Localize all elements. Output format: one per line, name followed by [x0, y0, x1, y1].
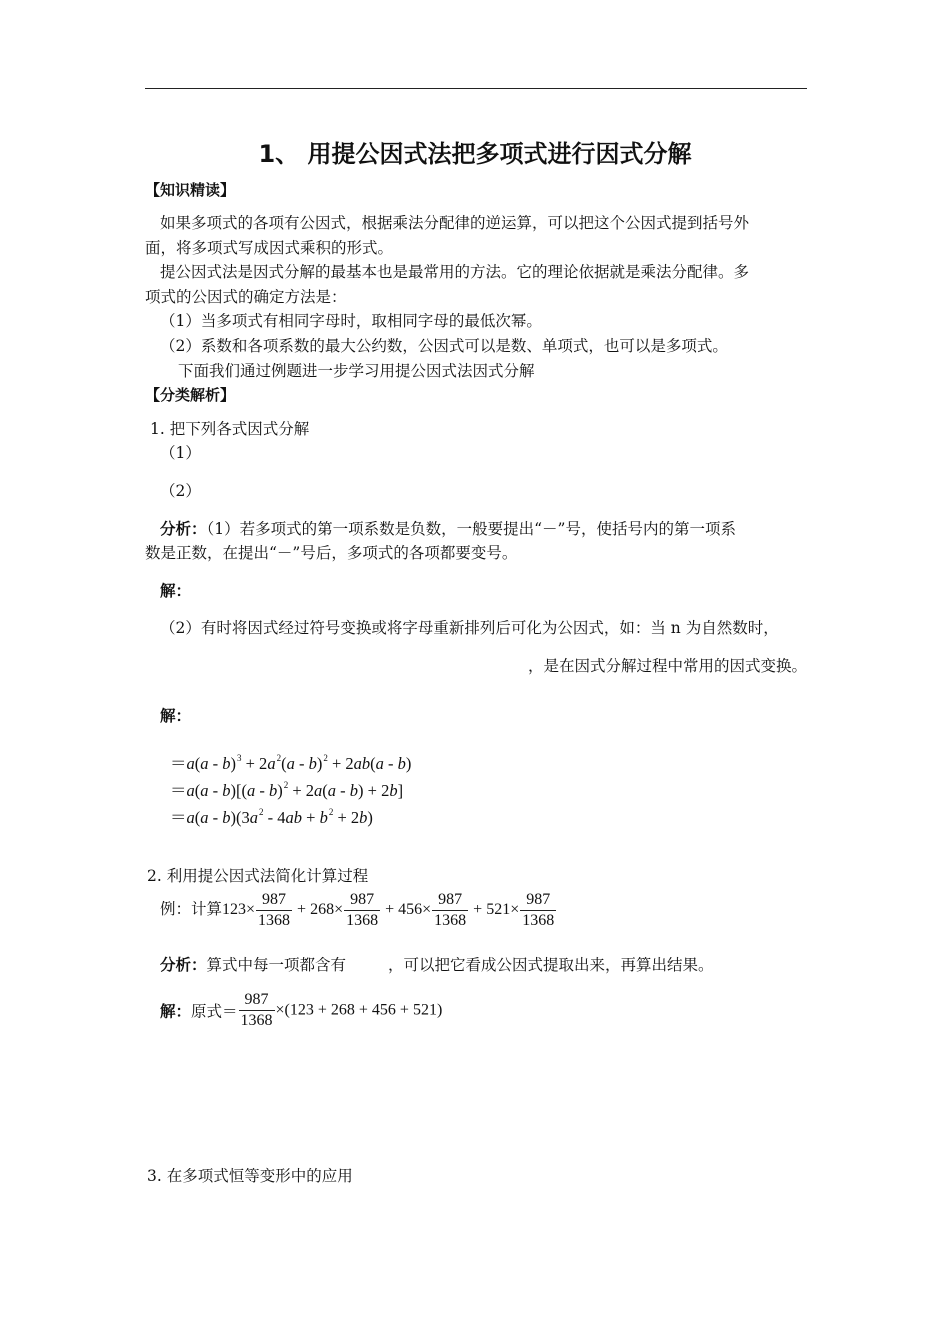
fraction-numerator: 987 [438, 891, 463, 908]
solution-step-2: ＝a(a - b)[(a - b)$^2$ + 2a(a - b) + 2b] [170, 780, 404, 800]
times-sign: × [246, 901, 256, 919]
intro-text: 下面我们通过例题进一步学习用提公因式法因式分解 [178, 362, 535, 380]
item-1-sub-2: （2） [160, 482, 201, 500]
fraction-numerator: 987 [244, 991, 269, 1008]
item-1-note-line-1: （2）有时将因式经过符号变换或将字母重新排列后可化为公因式，如：当 n 为自然数时， [160, 619, 779, 637]
fraction-numerator: 987 [350, 891, 375, 908]
paragraph-1-line-2: 面，将多项式写成因式乘积的形式。 [145, 239, 394, 257]
solution-text: 原式＝ [191, 1002, 238, 1021]
item-2-solution [160, 990, 442, 1031]
analysis-text-1: （1）若多项式的第一项系数是负数，一般要提出“－”号，使括号内的第一项系 [206, 520, 736, 538]
item-1-analysis-line-2: 数是正数，在提出“－”号后，多项式的各项都要变号。 [145, 544, 518, 562]
solution-fraction [239, 990, 275, 1031]
analysis-label: 分析： [160, 520, 207, 538]
item-3-title: 3. 在多项式恒等变形中的应用 [147, 1167, 353, 1185]
example-label: 例：计算 [160, 900, 223, 919]
analysis-text-1: 算式中每一项都含有 [206, 956, 347, 974]
solution-label: 解： [160, 1002, 192, 1021]
item-2-title: 2. 利用提公因式法简化计算过程 [147, 867, 369, 885]
item-1-solution-label-2: 解： [160, 707, 192, 725]
fraction-3 [432, 890, 468, 931]
analysis-text-2: ，可以把它看成公因式提取出来，再算出结果。 [388, 956, 714, 974]
example-term-4: 521 [486, 901, 511, 919]
solution-step-3: $=a(a - b)(3a^2 - 4ab + b^2 + 2b)$ [170, 807, 373, 827]
item-1-solution-label-1: 解： [160, 582, 192, 600]
fraction-denominator: 1368 [258, 912, 291, 929]
item-1-title: 1. 把下列各式因式分解 [150, 420, 310, 438]
example-term-2: 268 [310, 901, 335, 919]
fraction-denominator: 1368 [346, 912, 379, 929]
example-term-3: 456 [398, 901, 423, 919]
paragraph-2-line-1: 提公因式法是因式分解的最基本也是最常用的方法。它的理论依据就是乘法分配律。多 [160, 263, 750, 281]
fraction-4 [520, 890, 556, 931]
item-1-note-line-2: ，是在因式分解过程中常用的因式变换。 [528, 657, 808, 675]
page-title: 1、 用提公因式法把多项式进行因式分解 [258, 140, 692, 168]
rule-item-1: （1）当多项式有相同字母时，取相同字母的最低次幂。 [160, 312, 542, 330]
section-heading-analysis: 【分类解析】 [145, 386, 236, 404]
fraction-2 [344, 890, 380, 931]
plus-sign: + [473, 901, 483, 919]
times-sign: × [334, 901, 344, 919]
plus-sign: + [385, 901, 395, 919]
fraction-1 [256, 890, 292, 931]
paragraph-1-line-1: 如果多项式的各项有公因式，根据乘法分配律的逆运算，可以把这个公因式提到括号外 [160, 214, 750, 232]
solution-tail: ×(123 + 268 + 456 + 521) [275, 1001, 443, 1019]
item-2-analysis [160, 953, 714, 975]
solution-step-1: $=a(a - b)^3 + 2a^2(a - b)^2 + 2ab(a - b)$ [170, 753, 412, 773]
example-term-1: 123 [222, 901, 247, 919]
plus-sign: + [297, 901, 307, 919]
item-1-sub-1: （1） [160, 444, 201, 462]
item-1-analysis-line-1 [160, 517, 736, 539]
header-rule [145, 88, 807, 89]
fraction-numerator: 987 [526, 891, 551, 908]
times-sign: × [422, 901, 432, 919]
section-heading-knowledge: 【知识精读】 [145, 181, 236, 199]
fraction-denominator: 1368 [240, 1012, 273, 1029]
fraction-denominator: 1368 [434, 912, 467, 929]
paragraph-2-line-2: 项式的公因式的确定方法是： [145, 288, 347, 306]
times-sign: × [510, 901, 520, 919]
item-2-example [160, 890, 557, 931]
fraction-denominator: 1368 [522, 912, 555, 929]
analysis-label: 分析： [160, 956, 207, 974]
rule-item-2: （2）系数和各项系数的最大公约数，公因式可以是数、单项式，也可以是多项式。 [160, 337, 728, 355]
fraction-numerator: 987 [262, 891, 287, 908]
